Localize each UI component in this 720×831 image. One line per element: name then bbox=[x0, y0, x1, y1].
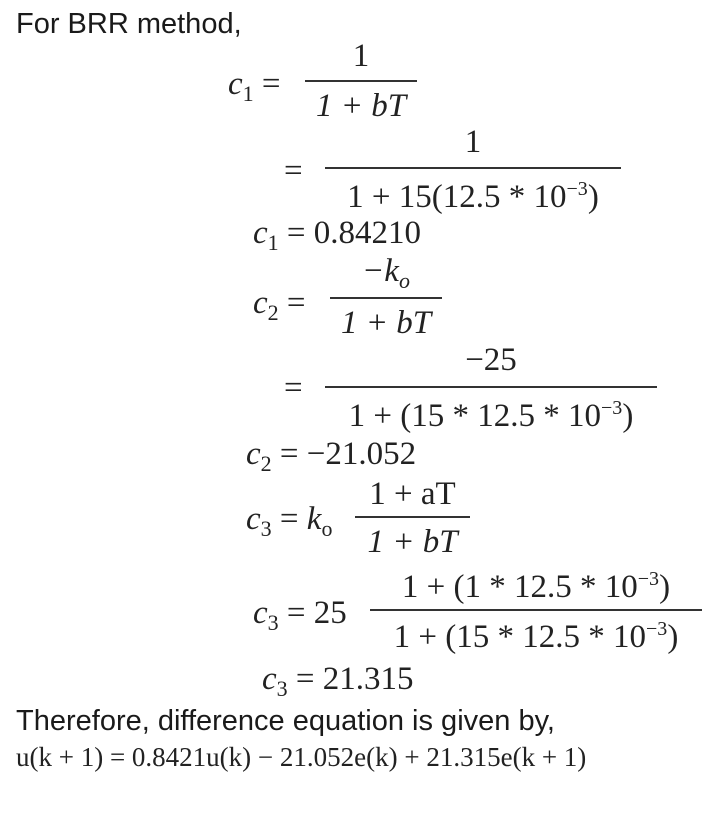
final-difference-equation: u(k + 1) = 0.8421u(k) − 21.052e(k) + 21.315e(k + 1) bbox=[16, 742, 587, 772]
c1-value: $c_1 = 0.84210$ bbox=[253, 215, 422, 255]
denominator: $1 + (15 * 12.5 * 10^{-3})$ bbox=[393, 618, 679, 655]
c2-def-fraction bbox=[330, 255, 442, 340]
c1-def-fraction bbox=[305, 40, 417, 125]
c3-def-lhs: $c_3 = k_o$ bbox=[246, 501, 333, 541]
c3-sub-lhs: $c_3 = 25$ bbox=[253, 595, 347, 635]
intro-text: For BRR method, bbox=[16, 8, 242, 40]
numerator: 1 bbox=[352, 38, 370, 74]
conclusion-text: Therefore, difference equation is given by, bbox=[16, 705, 555, 737]
denominator: 1 + bT bbox=[340, 305, 432, 341]
numerator: 1 bbox=[464, 124, 482, 160]
c1-sub-equals: = bbox=[284, 153, 303, 189]
fraction-bar bbox=[370, 609, 702, 611]
denominator: $1 + 15(12.5 * 10^{-3})$ bbox=[347, 178, 599, 215]
c1-sub-fraction bbox=[325, 126, 621, 216]
numerator: $1 + (1 * 12.5 * 10^{-3})$ bbox=[401, 568, 671, 605]
fraction-bar bbox=[325, 386, 657, 388]
c1-def-lhs: $c_1$ = bbox=[228, 66, 281, 106]
c2-sub-equals: = bbox=[284, 370, 303, 406]
numerator: −25 bbox=[465, 342, 517, 378]
c2-sub-fraction bbox=[325, 344, 657, 436]
c3-value: $c_3 = 21.315$ bbox=[262, 661, 414, 701]
numerator: 1 + aT bbox=[369, 476, 456, 512]
numerator: $-k_o$ bbox=[362, 253, 410, 293]
fraction-bar bbox=[330, 297, 442, 299]
c2-def-lhs: $c_2$ = bbox=[253, 285, 306, 325]
c3-sub-fraction bbox=[370, 567, 702, 659]
denominator: $1 + (15 * 12.5 * 10^{-3})$ bbox=[348, 397, 634, 434]
denominator: 1 + bT bbox=[315, 88, 407, 124]
fraction-bar bbox=[325, 167, 621, 169]
denominator: 1 + bT bbox=[367, 524, 458, 560]
c2-value: $c_2 = -21.052$ bbox=[246, 436, 417, 476]
fraction-bar bbox=[355, 516, 470, 518]
c3-def-fraction bbox=[355, 478, 470, 563]
fraction-bar bbox=[305, 80, 417, 82]
